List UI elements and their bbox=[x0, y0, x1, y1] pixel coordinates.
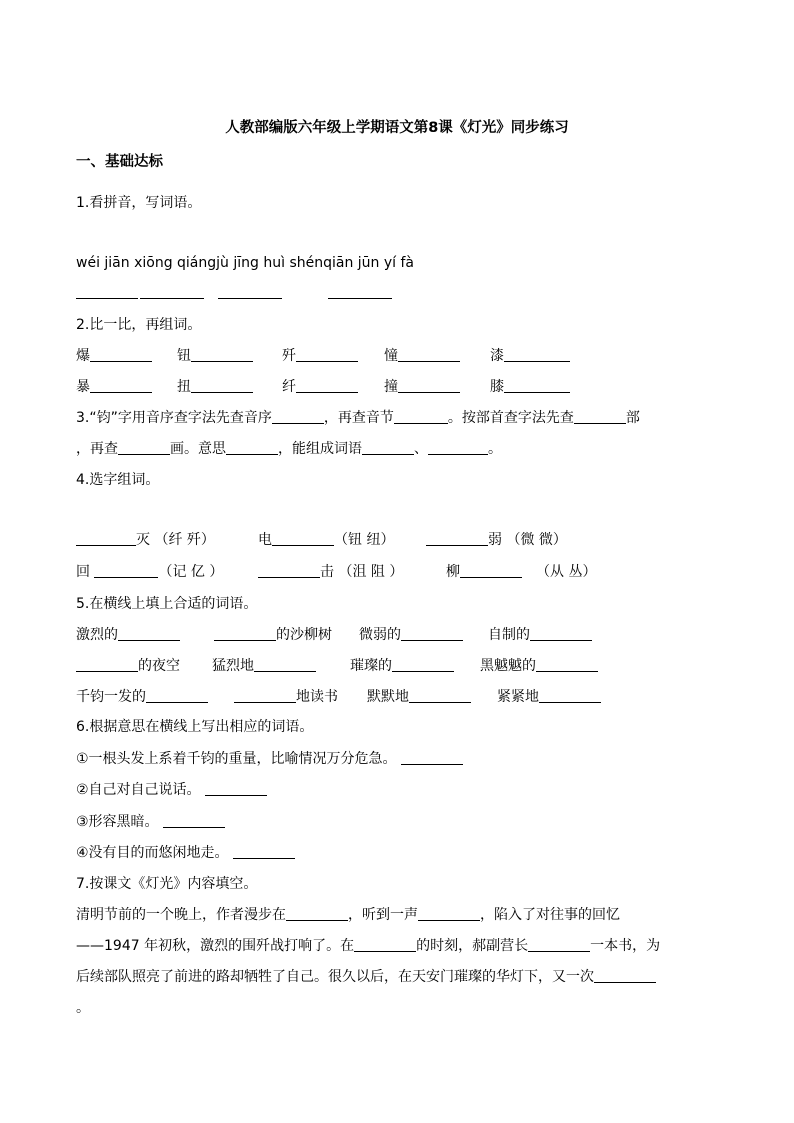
answer-blank[interactable] bbox=[536, 657, 598, 672]
choose-options: （从 丛） bbox=[536, 564, 597, 580]
question-4-prompt: 4.选字组词。 bbox=[76, 472, 160, 488]
answer-blank[interactable] bbox=[394, 409, 448, 424]
compare-char: 憧 bbox=[384, 348, 398, 364]
answer-blank[interactable] bbox=[191, 378, 253, 393]
compare-row-2 bbox=[0, 377, 794, 397]
q3-text: 。 bbox=[488, 441, 502, 457]
fill-word: 的沙柳树 bbox=[276, 627, 332, 643]
answer-blank[interactable] bbox=[528, 937, 590, 952]
compare-char: 漆 bbox=[490, 348, 504, 364]
fill-word: 璀璨的 bbox=[350, 658, 392, 674]
choose-char: 回 bbox=[76, 564, 95, 580]
answer-blank[interactable] bbox=[418, 906, 480, 921]
q3-text: 3.“钧”字用音序查字法先查音序 bbox=[76, 410, 272, 426]
answer-blank[interactable] bbox=[428, 440, 488, 455]
question-5-prompt: 5.在横线上填上合适的词语。 bbox=[76, 596, 258, 612]
choose-options: （钮 纽） bbox=[334, 532, 395, 548]
answer-blank[interactable] bbox=[90, 378, 152, 393]
answer-blank[interactable] bbox=[226, 440, 278, 455]
answer-blank[interactable] bbox=[205, 781, 267, 796]
page-title: 人教部编版六年级上学期语文第8课《灯光》同步练习 bbox=[225, 120, 569, 136]
fill-word: 紧紧地 bbox=[497, 689, 539, 705]
answer-blank[interactable] bbox=[76, 657, 138, 672]
answer-blank[interactable] bbox=[191, 347, 253, 362]
passage-text: 后续部队照亮了前进的路却牺牲了自己。很久以后，在天安门璀璨的华灯下，又一次 bbox=[76, 969, 594, 985]
question-7-prompt: 7.按课文《灯光》内容填空。 bbox=[76, 876, 258, 892]
answer-blank[interactable] bbox=[539, 688, 601, 703]
answer-blank[interactable] bbox=[574, 409, 626, 424]
answer-blank[interactable] bbox=[594, 968, 656, 983]
answer-blank[interactable] bbox=[401, 750, 463, 765]
compare-char: 歼 bbox=[282, 348, 296, 364]
answer-blank[interactable] bbox=[286, 906, 348, 921]
choose-options: 弱 （微 微） bbox=[488, 532, 567, 548]
answer-blank[interactable] bbox=[218, 284, 282, 299]
passage-text: ——1947 年初秋，激烈的围歼战打响了。在 bbox=[76, 938, 355, 954]
answer-blank[interactable] bbox=[362, 440, 414, 455]
answer-blank[interactable] bbox=[328, 284, 392, 299]
answer-blank[interactable] bbox=[401, 626, 463, 641]
fill-row-3 bbox=[0, 687, 794, 707]
passage-line-3 bbox=[76, 967, 656, 987]
question-1-prompt: 1.看拼音，写词语。 bbox=[76, 195, 202, 211]
answer-blank[interactable] bbox=[90, 347, 152, 362]
choose-row-1 bbox=[0, 530, 794, 550]
compare-char: 扭 bbox=[177, 379, 191, 395]
compare-row-1 bbox=[0, 346, 794, 366]
question-2-prompt: 2.比一比，再组词。 bbox=[76, 317, 202, 333]
answer-blank[interactable] bbox=[504, 378, 570, 393]
definition-text: ②自己对自己说话。 bbox=[76, 782, 201, 798]
answer-blank[interactable] bbox=[254, 657, 316, 672]
choose-row-2 bbox=[0, 562, 794, 582]
fill-word: 千钧一发的 bbox=[76, 689, 146, 705]
answer-blank[interactable] bbox=[76, 284, 138, 299]
definition-text: ③形容黑暗。 bbox=[76, 814, 159, 830]
answer-blank[interactable] bbox=[530, 626, 592, 641]
q3-text: ，再查音节 bbox=[323, 410, 394, 426]
passage-text: ，听到一声 bbox=[348, 907, 418, 923]
compare-char: 膝 bbox=[490, 379, 504, 395]
fill-word: 激烈的 bbox=[76, 627, 118, 643]
compare-char: 暴 bbox=[76, 379, 90, 395]
answer-blank[interactable] bbox=[146, 688, 208, 703]
q3-text: ，再查 bbox=[76, 441, 118, 457]
definition-item bbox=[76, 749, 463, 769]
fill-word: 微弱的 bbox=[359, 627, 401, 643]
choose-char: 电 bbox=[258, 532, 272, 548]
passage-line-2 bbox=[76, 936, 660, 956]
answer-blank[interactable] bbox=[272, 409, 324, 424]
definition-text: ①一根头发上系着千钧的重量，比喻情况万分危急。 bbox=[76, 751, 397, 767]
answer-blank[interactable] bbox=[409, 688, 471, 703]
q3-text: 部 bbox=[625, 410, 640, 426]
definition-item bbox=[76, 780, 267, 800]
choose-options: 击 （沮 阻 ） bbox=[320, 564, 404, 580]
passage-text: ，陷入了对往事的回忆 bbox=[480, 907, 620, 923]
q3-text: 画。意思 bbox=[170, 441, 226, 457]
fill-word: 的夜空 bbox=[138, 658, 180, 674]
question-6-prompt: 6.根据意思在横线上写出相应的词语。 bbox=[76, 719, 314, 735]
question-3-line-1 bbox=[76, 408, 640, 428]
passage-text: 的时刻，郝副营长 bbox=[416, 938, 529, 954]
answer-blank[interactable] bbox=[272, 531, 334, 546]
choose-options: （记 亿 ） bbox=[158, 564, 224, 580]
answer-blank[interactable] bbox=[296, 378, 358, 393]
answer-blank[interactable] bbox=[140, 284, 204, 299]
passage-text: 一本书，为 bbox=[590, 938, 661, 954]
compare-char: 纤 bbox=[282, 379, 296, 395]
q3-text: 、 bbox=[414, 441, 428, 457]
answer-blank[interactable] bbox=[504, 347, 570, 362]
section-heading: 一、基础达标 bbox=[76, 154, 163, 170]
answer-blank[interactable] bbox=[392, 657, 454, 672]
answer-blank[interactable] bbox=[94, 563, 158, 578]
fill-word: 默默地 bbox=[367, 689, 409, 705]
pinyin-answer-blanks bbox=[76, 283, 392, 303]
answer-blank[interactable] bbox=[460, 563, 522, 578]
fill-row-2 bbox=[0, 656, 794, 676]
choose-char: 柳 bbox=[446, 564, 460, 580]
answer-blank[interactable] bbox=[398, 378, 460, 393]
answer-blank[interactable] bbox=[426, 531, 488, 546]
compare-char: 撞 bbox=[384, 379, 398, 395]
answer-blank[interactable] bbox=[76, 531, 136, 546]
choose-options: 灭 （纤 歼） bbox=[136, 532, 215, 548]
definition-item bbox=[76, 843, 295, 863]
answer-blank[interactable] bbox=[398, 347, 460, 362]
passage-line-1 bbox=[76, 905, 620, 925]
answer-blank[interactable] bbox=[118, 440, 170, 455]
answer-blank[interactable] bbox=[354, 937, 416, 952]
fill-word: 地读书 bbox=[296, 689, 338, 705]
answer-blank[interactable] bbox=[296, 347, 358, 362]
fill-word: 自制的 bbox=[488, 627, 530, 643]
compare-char: 钮 bbox=[177, 348, 191, 364]
answer-blank[interactable] bbox=[258, 563, 320, 578]
compare-char: 爆 bbox=[76, 348, 90, 364]
passage-text: 清明节前的一个晚上，作者漫步在 bbox=[76, 907, 286, 923]
answer-blank[interactable] bbox=[118, 626, 180, 641]
answer-blank[interactable] bbox=[234, 688, 296, 703]
answer-blank[interactable] bbox=[233, 844, 295, 859]
definition-item bbox=[76, 812, 225, 832]
fill-row-1 bbox=[0, 625, 794, 645]
question-3-line-2 bbox=[76, 439, 502, 459]
fill-word: 黑魆魆的 bbox=[480, 658, 536, 674]
answer-blank[interactable] bbox=[214, 626, 276, 641]
q3-text: 。按部首查字法先查 bbox=[447, 410, 574, 426]
passage-line-4: 。 bbox=[76, 1000, 90, 1016]
pinyin-line: wéi jiān xiōng qiángjù jīng huì shénqiān jūn yí fà bbox=[76, 255, 414, 271]
definition-text: ④没有目的而悠闲地走。 bbox=[76, 845, 229, 861]
q3-text: ，能组成词语 bbox=[278, 441, 362, 457]
fill-word: 猛烈地 bbox=[212, 658, 254, 674]
answer-blank[interactable] bbox=[163, 813, 225, 828]
